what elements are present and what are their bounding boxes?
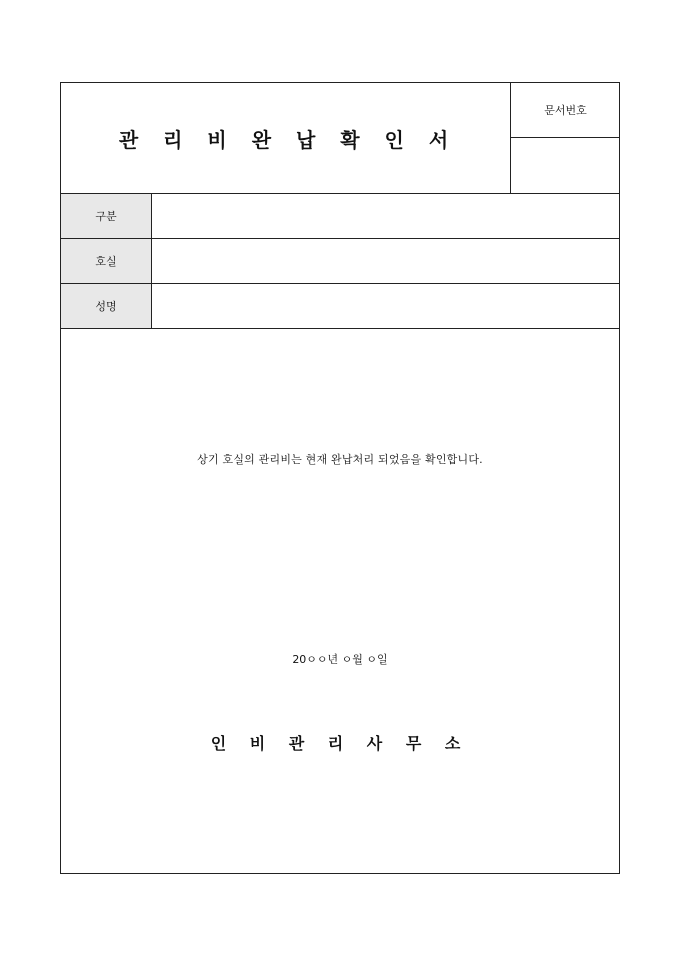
confirmation-statement: 상기 호실의 관리비는 현재 완납처리 되었음을 확인합니다.	[197, 453, 483, 466]
field-label-room: 호실	[61, 239, 152, 283]
title-cell	[61, 83, 510, 193]
field-value-category[interactable]	[153, 194, 619, 238]
divider	[61, 328, 619, 329]
field-row-name	[61, 284, 619, 328]
confirmation-form	[60, 82, 620, 874]
field-value-name[interactable]	[153, 284, 619, 328]
field-label-name: 성명	[61, 284, 152, 328]
field-label-category: 구분	[61, 194, 152, 238]
issuing-office: 인 비 관 리 사 무 소	[210, 734, 470, 753]
field-row-room	[61, 239, 619, 283]
issue-date: 20ㅇㅇ년 ㅇ월 ㅇ일	[292, 653, 388, 666]
field-row-category	[61, 194, 619, 238]
document-title: 관 리 비 완 납 확 인 서	[118, 127, 458, 152]
doc-number-box	[510, 83, 620, 193]
doc-number-label: 문서번호	[511, 83, 620, 138]
doc-number-value[interactable]	[511, 138, 620, 193]
field-value-room[interactable]	[153, 239, 619, 283]
